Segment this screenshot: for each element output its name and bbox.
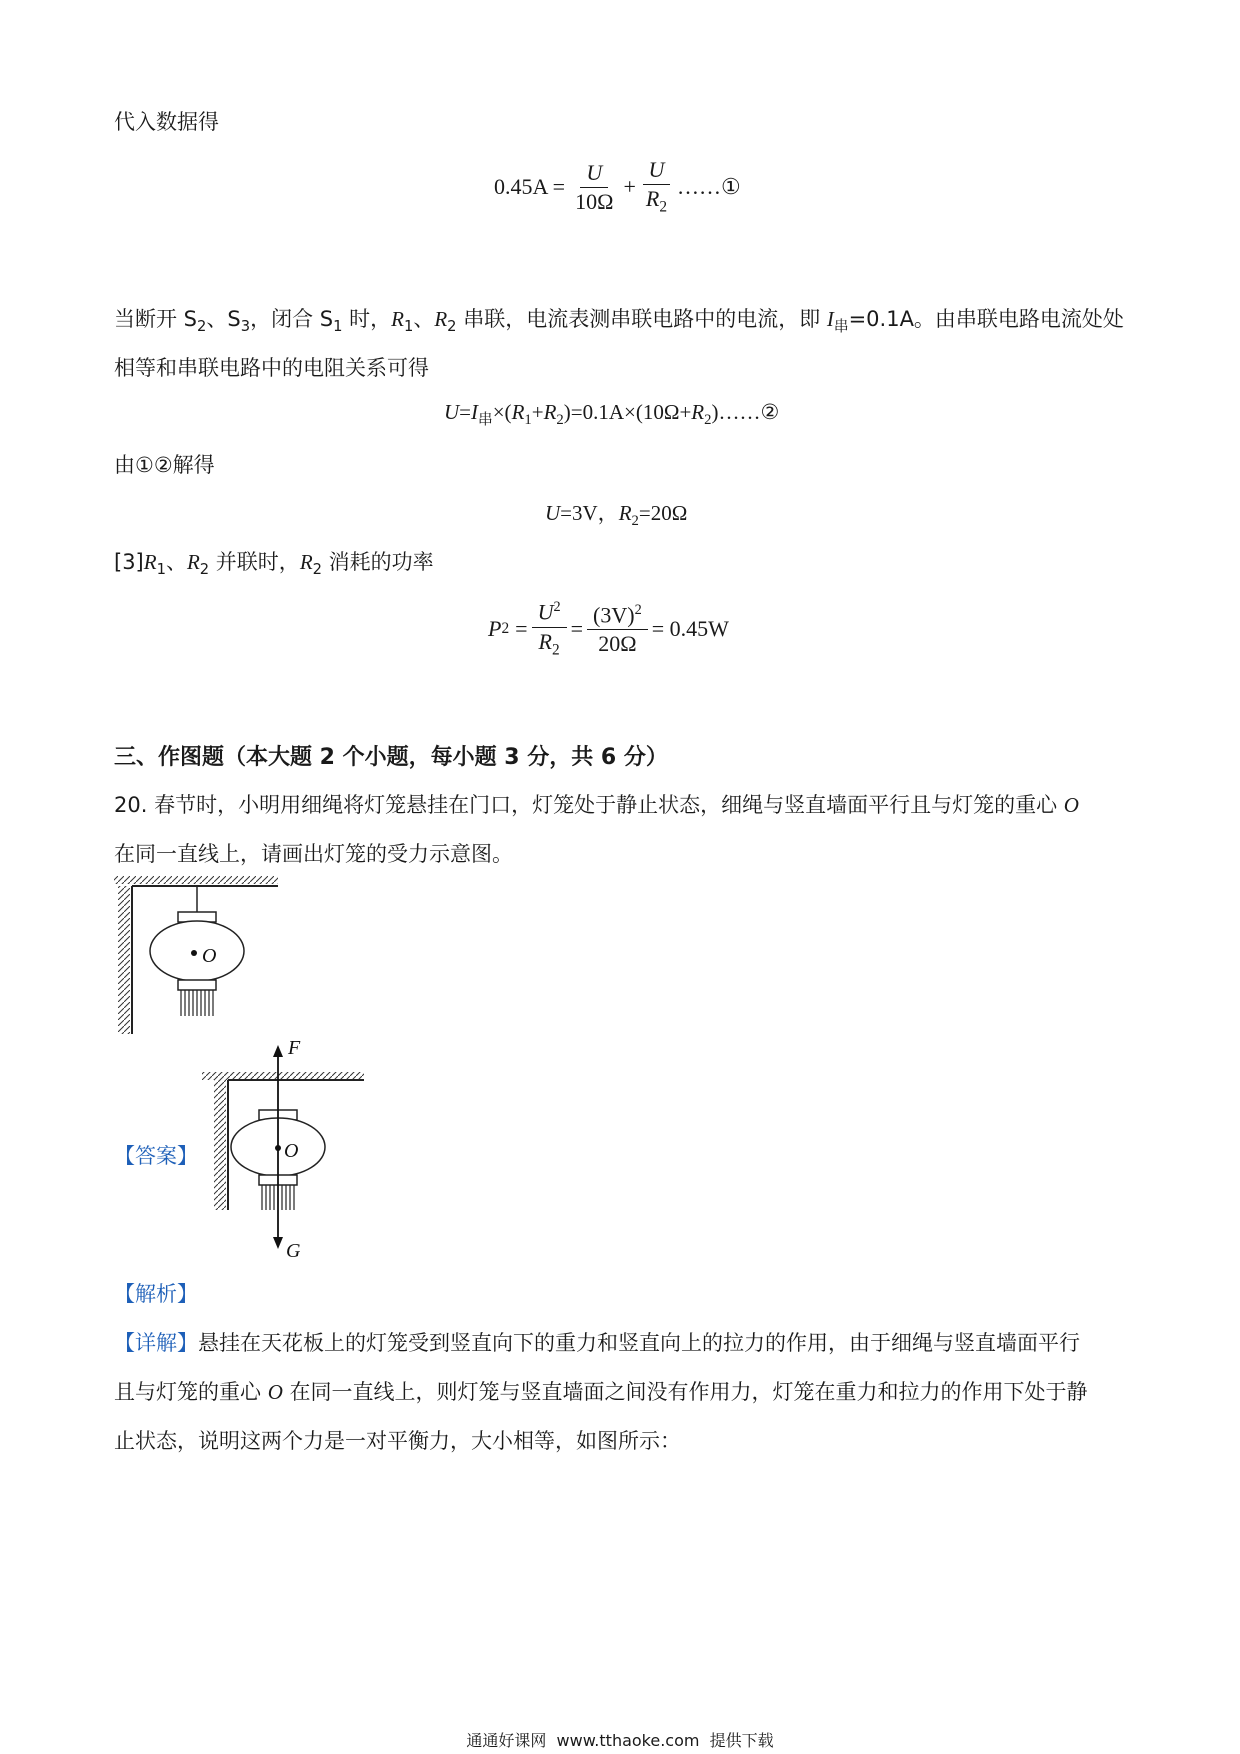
lantern-body: [150, 921, 244, 981]
subscript: 2: [501, 620, 510, 638]
detail-line3: 止状态，说明这两个力是一对平衡力，大小相等，如图所示：: [114, 1429, 681, 1453]
label-o: O: [202, 945, 217, 967]
center-of-gravity-dot: [275, 1145, 281, 1151]
subscript: 2: [312, 561, 322, 579]
text: +: [531, 400, 544, 424]
line-solve: 由①②解得: [114, 453, 215, 477]
var-r: R: [143, 550, 157, 574]
var-u: U: [545, 501, 561, 525]
text: 串联，电流表测串联电路中的电流，即: [456, 307, 827, 331]
superscript: 2: [634, 601, 642, 618]
text: )=0.1A×(10Ω+: [563, 400, 692, 424]
var-r: R: [691, 400, 705, 424]
equation-4: [488, 600, 729, 659]
text: 、S: [206, 307, 241, 331]
answer-force-diagram: [200, 1040, 370, 1260]
var-r: R: [543, 400, 557, 424]
text: 时，: [342, 307, 392, 331]
var-u: U: [444, 400, 460, 424]
equation-1: [494, 158, 741, 217]
ceiling-hatch: [114, 876, 278, 884]
text: =0.1A。由串联电路电流处处: [848, 307, 1124, 331]
eq1-fraction-2: [640, 158, 673, 217]
var-r: R: [618, 501, 632, 525]
line-substitute: 代入数据得: [114, 110, 219, 134]
subscript: 3: [240, 318, 251, 336]
answer-label: 【答案】: [114, 1144, 198, 1168]
eq1-frac1-num: U: [586, 159, 603, 185]
paragraph-series: [114, 303, 1124, 336]
eq1-frac2-den-var: R: [645, 186, 660, 212]
subscript: 1: [156, 561, 166, 579]
subscript: 串: [833, 318, 849, 336]
text: 并联时，: [209, 550, 300, 574]
var-o: O: [267, 1380, 283, 1404]
var-u: U: [537, 599, 554, 625]
equals: =: [515, 616, 528, 642]
label-g: G: [286, 1240, 301, 1260]
text: 在同一直线上，则灯笼与竖直墙面之间没有作用力，灯笼在重力和拉力的作用下处于静: [282, 1380, 1088, 1404]
var-r: R: [538, 628, 552, 654]
var-r: R: [299, 550, 313, 574]
eq1-frac2-den-sub: 2: [659, 198, 668, 216]
subscript: 1: [333, 318, 343, 336]
lantern-tassels: [181, 990, 213, 1016]
subscript: 1: [524, 412, 532, 429]
center-of-gravity-dot: [191, 950, 197, 956]
eq1-fraction-1: [569, 161, 619, 214]
var-r: R: [434, 307, 448, 331]
subscript: 2: [447, 318, 457, 336]
text: )……②: [711, 400, 780, 424]
denominator: 20Ω: [598, 631, 637, 657]
label-f: F: [288, 1040, 301, 1059]
text: ，闭合 S: [250, 307, 334, 331]
var-r: R: [186, 550, 200, 574]
var-r: R: [511, 400, 525, 424]
var-i: I: [826, 307, 834, 331]
lantern-figure: [112, 876, 282, 1036]
eq1-plus: +: [623, 174, 636, 200]
var-i: I: [471, 400, 479, 424]
text: ×(: [492, 400, 512, 424]
wall-hatch: [118, 886, 130, 1034]
question-20-line2: 在同一直线上，请画出灯笼的受力示意图。: [114, 842, 513, 866]
ceiling-hatch: [202, 1072, 364, 1080]
subscript: 2: [199, 561, 210, 579]
paragraph-power: [114, 546, 434, 578]
text: 悬挂在天花板上的灯笼受到竖直向下的重力和竖直向上的拉力的作用，由于细绳与竖直墙面平行: [198, 1331, 1080, 1355]
subscript: 2: [197, 318, 207, 336]
question-20-line1: [114, 789, 1079, 819]
eq4-fraction-1: [532, 600, 567, 659]
text: 20. 春节时，小明用细绳将灯笼悬挂在门口，灯笼处于静止状态，细绳与竖直墙面平行且与灯笼的重心: [114, 793, 1064, 817]
analysis-label: 【解析】: [114, 1282, 198, 1306]
wall-hatch: [214, 1080, 226, 1210]
subscript: 1: [403, 318, 414, 336]
superscript: 2: [553, 599, 561, 615]
section-heading: 三、作图题（本大题 2 个小题，每小题 3 分，共 6 分）: [114, 745, 668, 770]
var-r: R: [391, 307, 404, 331]
subscript: 串: [478, 412, 493, 429]
gravity-arrowhead: [273, 1237, 283, 1249]
eq4-fraction-2: [587, 603, 648, 657]
tension-arrowhead: [273, 1045, 283, 1057]
detail-line1: [114, 1327, 1080, 1357]
eq1-lhs: 0.45A =: [494, 174, 566, 200]
paragraph-series-line2: 相等和串联电路中的电阻关系可得: [114, 356, 429, 380]
equation-2: [444, 400, 779, 429]
text: =20Ω: [638, 501, 688, 525]
label-o: O: [284, 1140, 299, 1162]
subscript: 2: [551, 640, 560, 658]
text: 且与灯笼的重心: [114, 1380, 268, 1404]
detail-line2: [114, 1376, 1088, 1406]
subscript: 2: [704, 412, 712, 429]
var-o: O: [1063, 793, 1079, 817]
text: [3]: [114, 550, 144, 574]
text: 当断开 S: [114, 307, 198, 331]
equation-3: [545, 497, 687, 530]
eq1-tag: ……①: [677, 174, 741, 200]
text: 、: [413, 307, 435, 331]
text: =3V，: [560, 501, 619, 525]
equals: =: [570, 616, 584, 642]
footer: 通通好课网 www.tthaoke.com 提供下载: [466, 1731, 774, 1750]
subscript: 2: [631, 513, 639, 530]
eq1-frac1-den: 10Ω: [575, 188, 614, 214]
eq1-frac2-num: U: [648, 157, 665, 182]
text: 、: [165, 550, 187, 574]
text: =: [459, 400, 472, 424]
detail-label: 【详解】: [114, 1331, 198, 1355]
var-p: P: [488, 616, 502, 642]
lantern-bottom-cap: [178, 980, 216, 990]
subscript: 2: [556, 412, 564, 429]
text: 消耗的功率: [322, 550, 434, 574]
numerator: (3V): [593, 601, 635, 627]
result: = 0.45W: [651, 616, 729, 642]
